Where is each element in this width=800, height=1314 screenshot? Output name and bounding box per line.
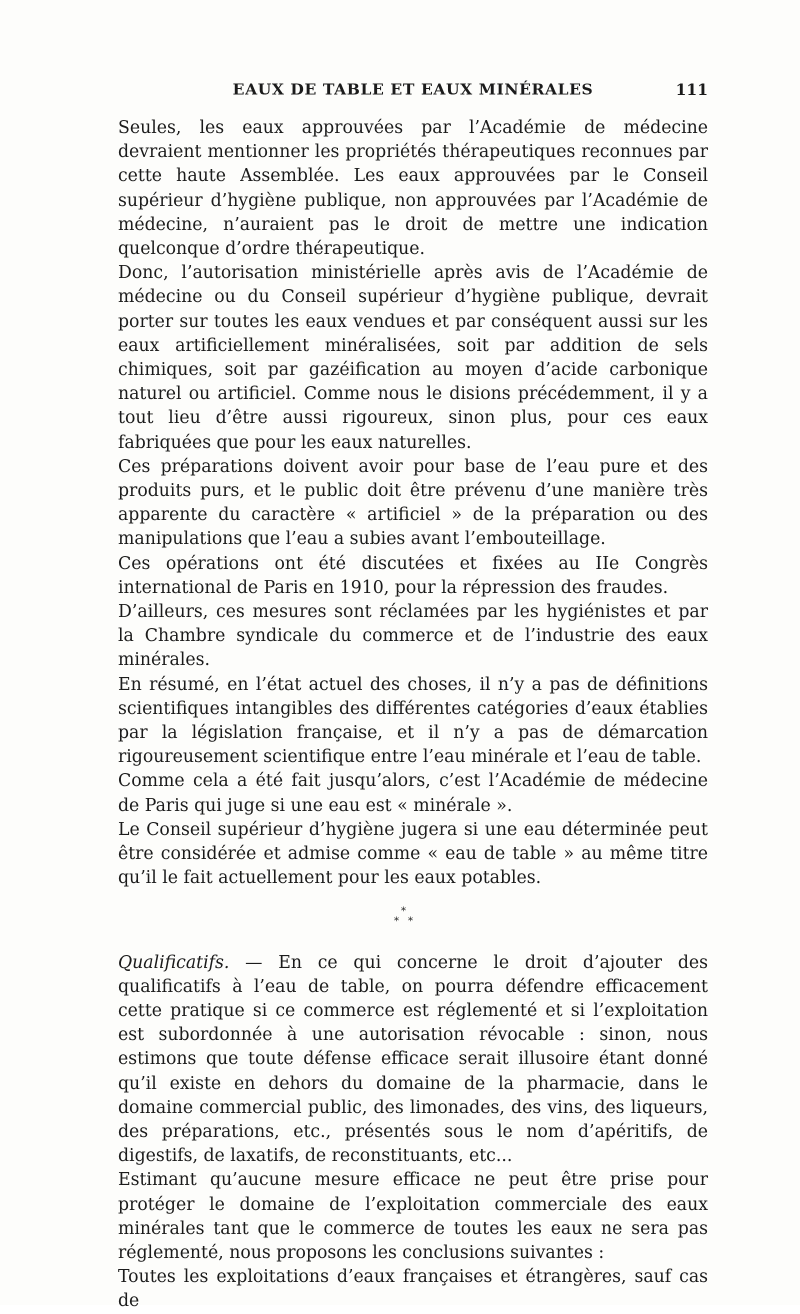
paragraph-6 xyxy=(118,673,708,770)
paragraph-4-text: Ces opérations ont été discutées et fixées au IIe Congrès international de Paris en 1910, pour la répression des fraudes. xyxy=(118,553,708,598)
paragraph-8-text: Le Conseil supérieur d’hygiène jugera si une eau déterminée peut être considérée et admise comme « eau de table » au même titre qu’il le fait actuellement pour les eaux potables. xyxy=(118,819,708,889)
paragraph-1 xyxy=(118,116,708,261)
paragraph-8 xyxy=(118,818,708,891)
paragraph-5-text: D’ailleurs, ces mesures sont réclamées par les hygiénistes et par la Chambre syndicale du commerce et de l’industrie des eaux minérales. xyxy=(118,602,708,671)
page-body xyxy=(118,116,708,1314)
section-heading-qualificatifs: Qualificatifs. xyxy=(118,952,230,973)
qualificatifs-text: — En ce qui concerne le droit d’ajouter des qualificatifs à l’eau de table, on pourra défendre efficacement cette pratique si ce commerce est réglementé et si l’exploitation est subordonnée à une autorisation révocable : sinon, nous estimons que toute défense efficace serait illusoire étant donné qu’il existe en dehors du domaine de la pharmacie, dans le domaine commercial public, des limonades, des vins, des liqueurs, des préparations, etc., présentés sous le nom d’apéritifs, de digestifs, de laxatifs, de reconstituants, etc... xyxy=(118,952,708,1167)
paragraph-conclusions xyxy=(118,1168,708,1265)
page-number: 111 xyxy=(675,80,708,99)
running-head: EAUX DE TABLE ET EAUX MINÉRALES xyxy=(232,80,594,99)
paragraph-3 xyxy=(118,455,708,552)
page-header xyxy=(118,80,708,106)
paragraph-2-text: Donc, l’autorisation ministérielle après avis de l’Académie de médecine ou du Conseil supérieur d’hygiène publique, devrait porter sur toutes les eaux vendues et par conséquent aussi sur les eaux artificiellement minéralisées, soit par addition de sels chimiques, soit par gazéification au moyen d’acide carbonique naturel ou artificiel. Comme nous le disions précédemment, il y a tout lieu d’être aussi rigoureux, sinon plus, pour ces eaux fabriquées que pour les eaux naturelles. xyxy=(118,263,708,453)
paragraph-1-text: Seules, les eaux approuvées par l’Académie de médecine devraient mentionner les propriétés thérapeutiques reconnues par cette haute Assemblée. Les eaux approuvées par le Conseil supérieur d’hygiène publique, non approuvées par l’Académie de médecine, n’auraient pas le droit de mettre une indication quelconque d’ordre thérapeutique. xyxy=(118,118,708,260)
paragraph-4 xyxy=(118,552,708,600)
paragraph-2 xyxy=(118,261,708,455)
asterism-star-icon: * xyxy=(401,905,406,917)
paragraph-5 xyxy=(118,600,708,673)
paragraph-7 xyxy=(118,769,708,817)
paragraph-6-text: En résumé, en l’état actuel des choses, il n’y a pas de définitions scientifiques intangibles des différentes catégories d’eaux établies par la législation française, et il n’y a pas de démarcation rigoureusement scientifique entre l’eau minérale et l’eau de table. xyxy=(118,674,708,768)
qualificatifs-paragraph xyxy=(118,951,708,1169)
asterism-divider xyxy=(118,897,708,947)
paragraph-last xyxy=(118,1265,708,1313)
asterism-star-icon: * xyxy=(408,915,413,927)
paragraph-3-text: Ces préparations doivent avoir pour base de l’eau pure et des produits purs, et le public doit être prévenu d’une manière très apparente du caractère « artificiel » de la préparation ou des manipulations que l’eau a subies avant l’embouteillage. xyxy=(118,456,708,550)
paragraph-7-text: Comme cela a été fait jusqu’alors, c’est l’Académie de médecine de Paris qui juge si une eau est « minérale ». xyxy=(118,771,708,816)
paragraph-conclusions-text: Estimant qu’aucune mesure efficace ne peut être prise pour protéger le domaine de l’exploitation commerciale des eaux minérales tant que le commerce de toutes les eaux ne sera pas réglementé, nous proposons les conclusions suivantes : xyxy=(118,1170,708,1263)
asterism-star-icon: * xyxy=(394,915,399,927)
paragraph-last-text: Toutes les exploitations d’eaux françaises et étrangères, sauf cas de xyxy=(118,1267,708,1312)
